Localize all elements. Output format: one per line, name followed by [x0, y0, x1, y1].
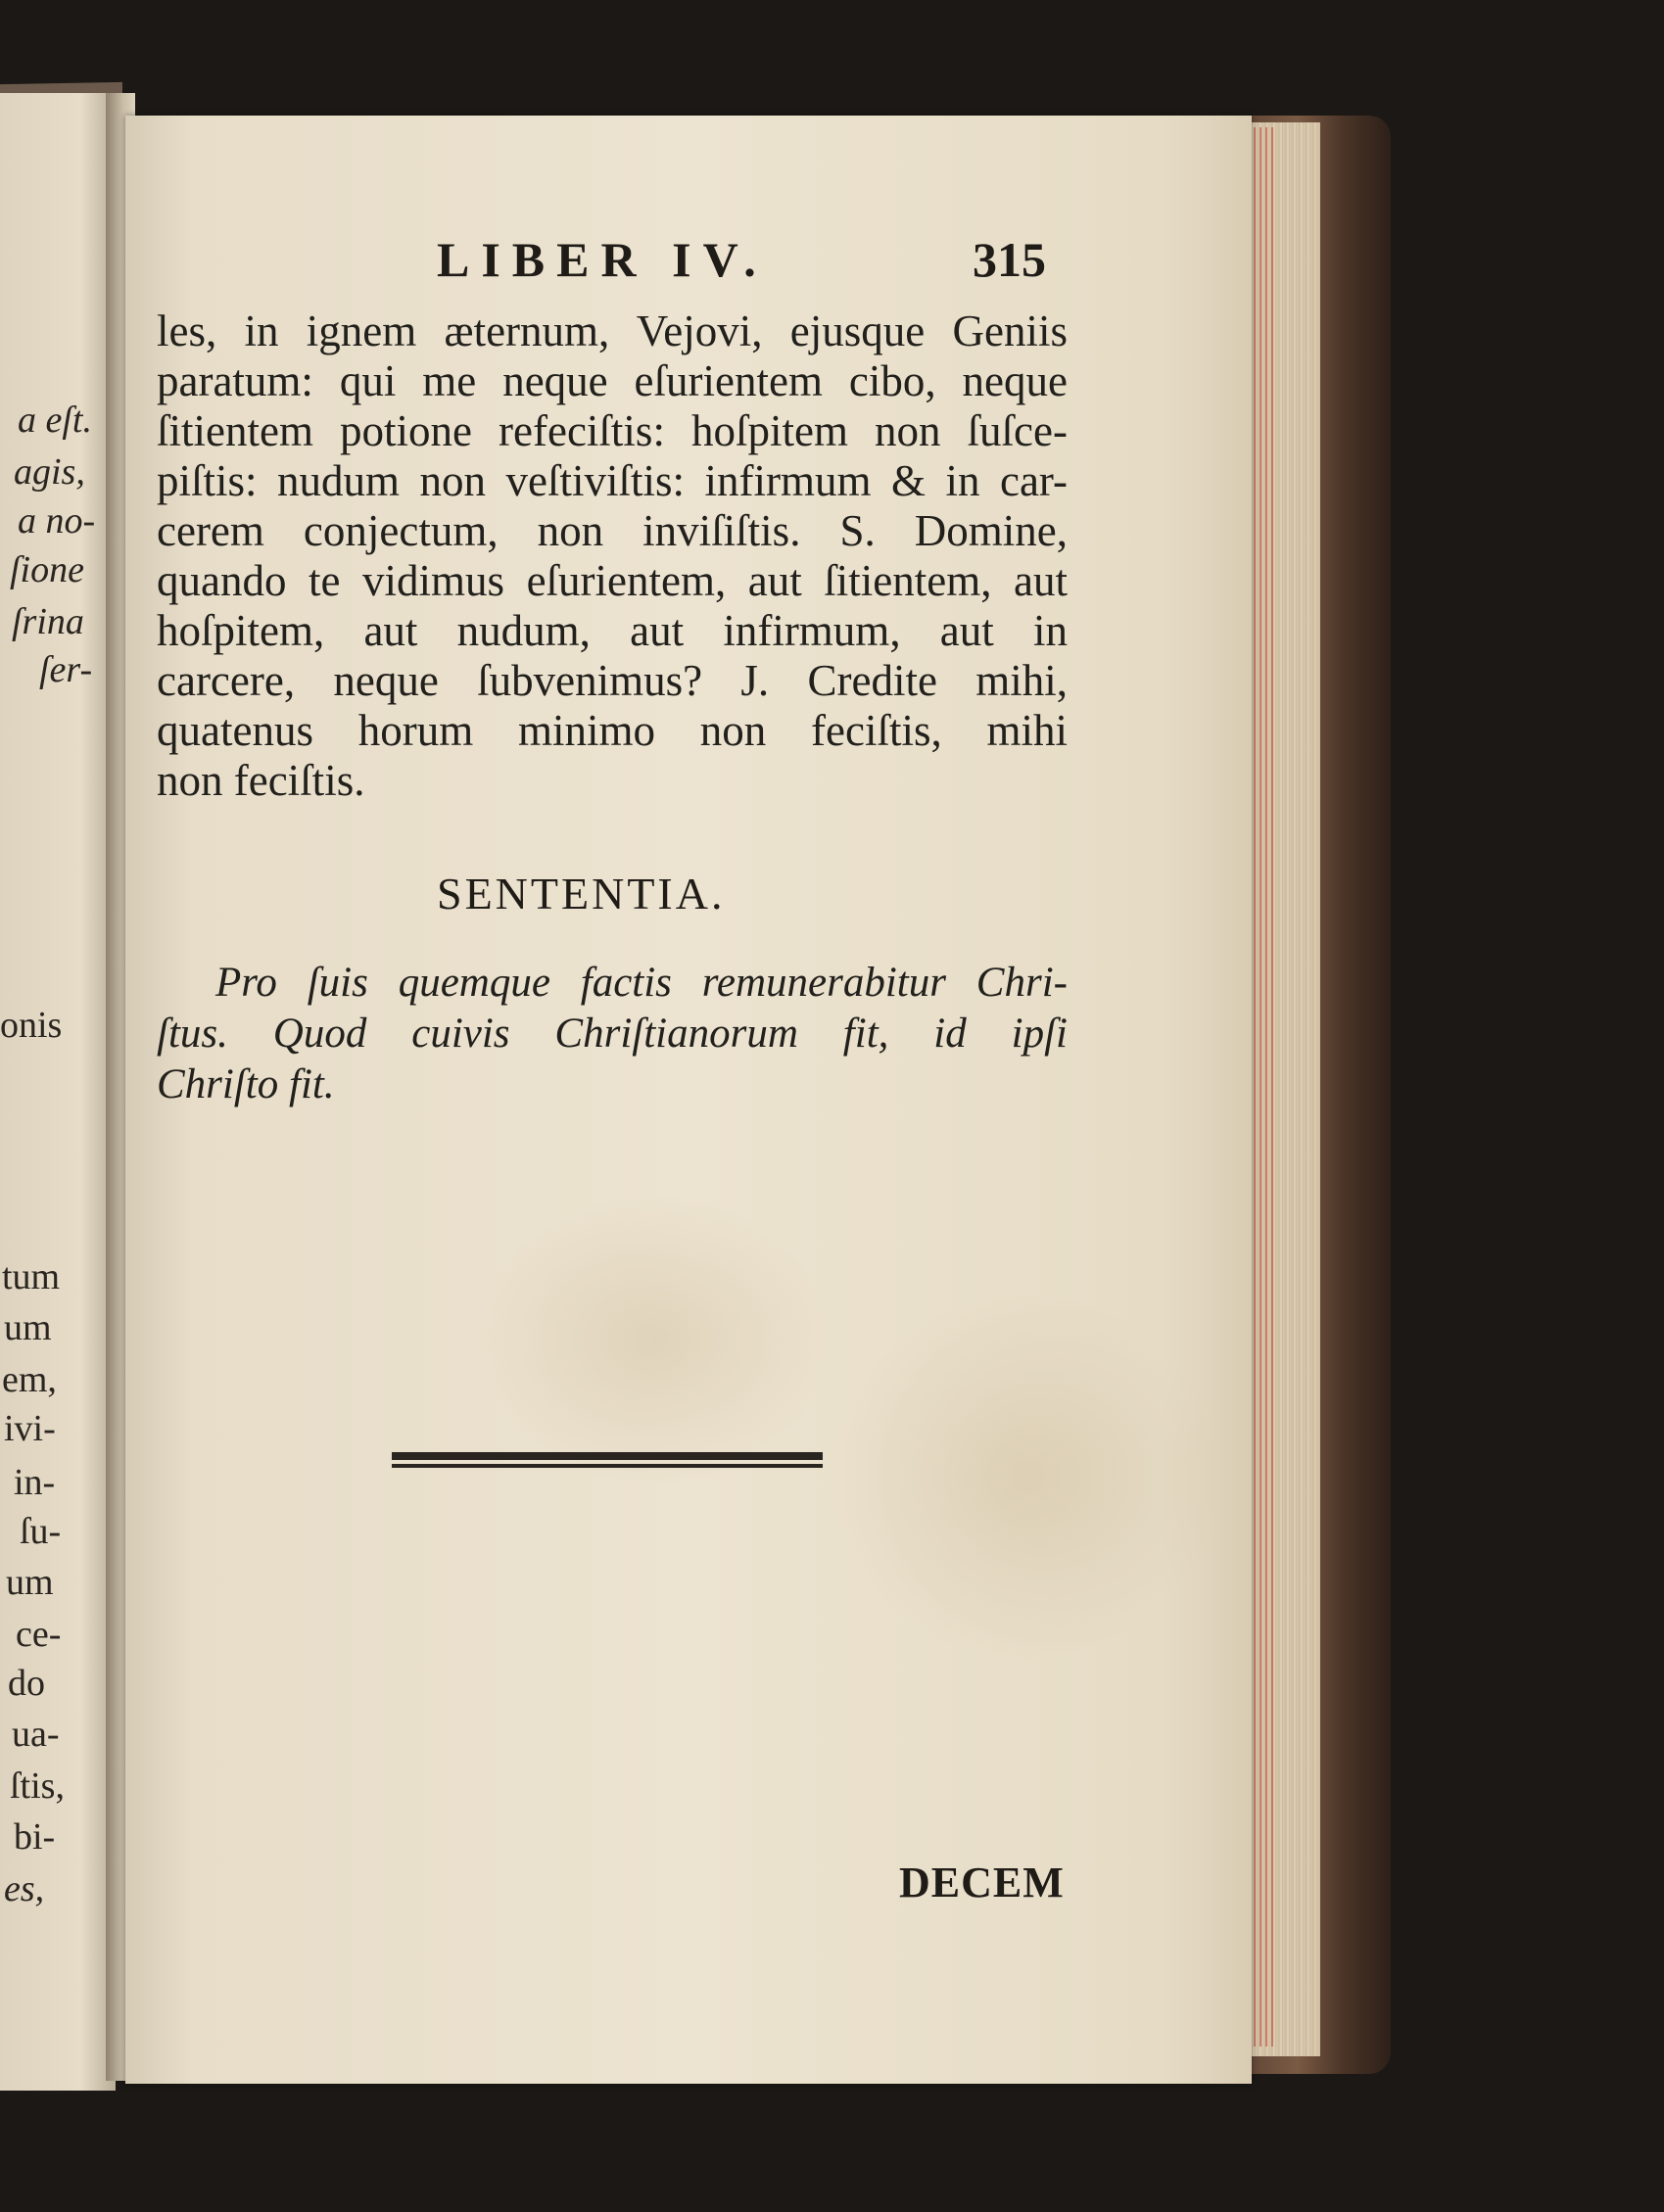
left-page-fragment: bi- — [14, 1816, 56, 1858]
left-page-fragment: ivi- — [4, 1408, 56, 1449]
left-page-fragment: ſrina — [12, 601, 84, 642]
red-sprinkled-edge — [1248, 127, 1275, 2047]
text-line: hoſpitem, aut nudum, aut infirmum, aut in — [157, 606, 1068, 655]
left-page-fragment: ſione — [10, 549, 84, 590]
left-page-fragment: es, — [4, 1868, 45, 1909]
text-line: cerem conjectum, non inviſiſtis. S. Domine, — [157, 506, 1068, 555]
text-line: carcere, neque ſubvenimus? J. Credite mihi, — [157, 656, 1068, 705]
text-line: ſitientem potione refeciſtis: hoſpitem non ſuſce- — [157, 406, 1068, 455]
left-page-fragment: um — [6, 1562, 54, 1603]
left-page-fragment: onis — [0, 1005, 63, 1046]
text-line: quando te vidimus eſurientem, aut ſitientem, aut — [157, 556, 1068, 605]
page-header — [437, 231, 1046, 286]
left-page-fragment: ſtis, — [10, 1765, 65, 1807]
left-page-fragment: ua- — [12, 1714, 60, 1755]
left-page-fragment: agis, — [14, 451, 85, 493]
catchword: DECEM — [899, 1859, 1065, 1906]
running-head: LIBER IV. — [437, 232, 768, 287]
sententia-paragraph — [157, 958, 1068, 1110]
text-line: piſtis: nudum non veſtiviſtis: infirmum & in car- — [157, 456, 1068, 505]
previous-page — [0, 93, 116, 2091]
left-page-fragment: ce- — [16, 1614, 62, 1655]
text-line: quatenus horum minimo non feciſtis, mihi — [157, 706, 1068, 755]
left-page-fragment: tum — [2, 1256, 61, 1297]
left-page-fragment: a eſt. — [18, 400, 92, 441]
left-page-fragment: em, — [2, 1359, 57, 1400]
body-paragraph — [157, 306, 1068, 806]
rule-thin — [392, 1464, 823, 1468]
text-line: Pro ſuis quemque factis remunerabitur Chri- — [215, 960, 1068, 1006]
left-page-fragment: ſu- — [20, 1511, 62, 1552]
left-page-fragment: ſer- — [39, 649, 93, 690]
paper-stain — [831, 1291, 1222, 1663]
end-rule — [392, 1452, 823, 1472]
left-page-fragment: in- — [14, 1462, 56, 1503]
text-line: non feciſtis. — [157, 756, 365, 805]
rule-thick — [392, 1452, 823, 1460]
section-heading: SENTENTIA. — [437, 869, 726, 918]
left-page-fragment: do — [8, 1663, 45, 1704]
paper-stain — [478, 1193, 831, 1486]
left-page-fragment: a no- — [18, 500, 96, 541]
text-line: ſtus. Quod cuivis Chriſtianorum fit, id ipſi — [157, 1011, 1068, 1057]
left-page-fragment: um — [4, 1307, 52, 1348]
text-line: les, in ignem æternum, Vejovi, ejusque Geniis — [157, 306, 1068, 355]
text-line: paratum: qui me neque eſurientem cibo, neque — [157, 356, 1068, 405]
text-line: Chriſto fit. — [157, 1061, 335, 1107]
page-number: 315 — [973, 232, 1046, 287]
